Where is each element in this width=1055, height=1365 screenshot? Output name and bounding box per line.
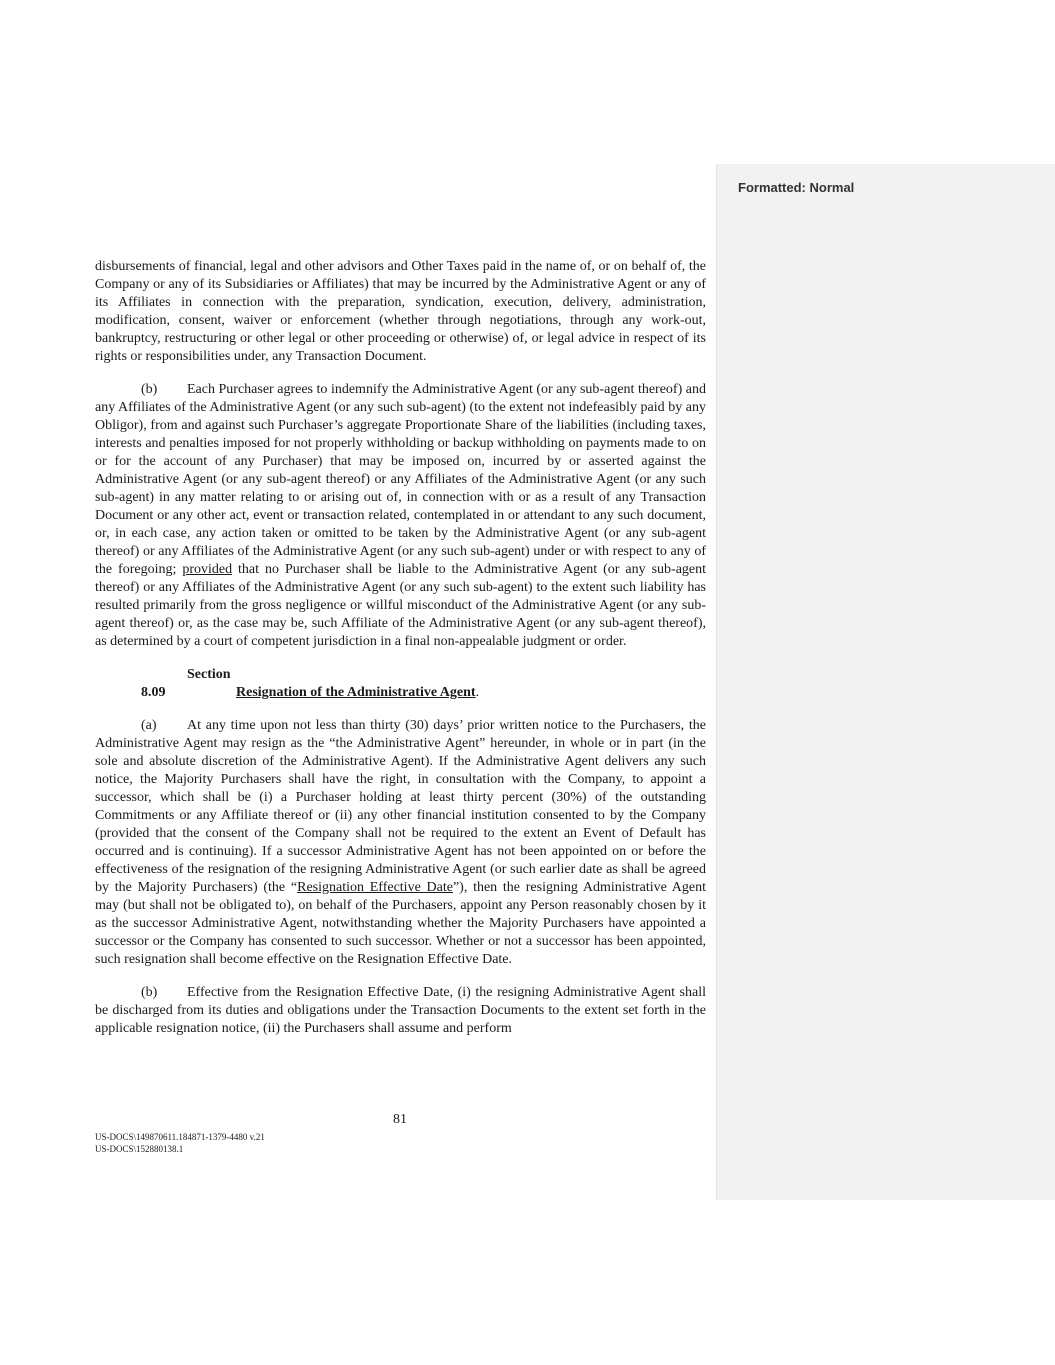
footer-doc-id-1: US-DOCS\149870611.184871-1379-4480 v.21 bbox=[95, 1132, 265, 1142]
paragraph-label: (b) bbox=[141, 985, 158, 1000]
comment-heading: Formatted: Normal bbox=[738, 180, 855, 195]
paragraph-text: Each Purchaser agrees to indemnify the Administrative Agent (or any sub-agent thereof) and any Affiliates of the Administrative Agent (or any such sub-agent) (to the extent not indefeasibly paid by any Obligor), from and against such Purchaser’s aggregate Proportionate Share of the liabilities (including taxes, interests and penalties imposed for not properly withholding or backup withholding on payments made to on or for the account of any Purchaser) that may be imposed on, incurred by or asserted against the Administrative Agent (or any sub-agent thereof) or any Affiliates of the Administrative Agent (or any such sub-agent) in any matter relating to or arising out of, in connection with or as a result of any Transaction Document or any other act, event or transaction related, contemplated in or attendant to any such document, or, in each case, any action taken or omitted to be taken by the Administrative Agent (or any sub-agent thereof) or any Affiliates of the Administrative Agent (or any such sub-agent) under or with respect to any of the foregoing; bbox=[95, 382, 706, 577]
page-number: 81 bbox=[393, 1112, 407, 1127]
paragraph-continued: disbursements of financial, legal and other advisors and Other Taxes paid in the name of, or on behalf of, the Company or any of its Subsidiaries or Affiliates) that may be incurred by the Administrative Agent or any of its Affiliates in connection with the preparation, syndication, execution, delivery, administration, modification, consent, waiver or enforcement (whether through negotiations, through any work-out, bankruptcy, restructuring or other legal or other proceeding or otherwise) of, or legal advice in respect of its rights or responsibilities under, any Transaction Document. bbox=[95, 259, 706, 364]
underlined-term: provided bbox=[182, 562, 233, 577]
paragraph-a-resignation bbox=[95, 717, 706, 969]
paragraph-text: Effective from the Resignation Effective Date, (i) the resigning Administrative Agent shall be discharged from its duties and obligations under the Transaction Documents to the extent set forth in the applicable resignation notice, (ii) the Purchasers shall assume and perform bbox=[95, 985, 706, 1036]
paragraph-label: (b) bbox=[141, 382, 158, 397]
paragraph-text: ”), then the resigning Administrative Agent may (but shall not be obligated to), on behalf of the Purchasers, appoint any Person reasonably chosen by it as the successor Administrative Agent, notwithstanding whether the Majority Purchasers have appointed a successor or the Company has consented to such successor. Whether or not a successor has been appointed, such resignation shall become effective on the Resignation Effective Date. bbox=[95, 880, 707, 967]
paragraph-text: At any time upon not less than thirty (30) days’ prior written notice to the Purchasers, the Administrative Agent may resign as the “the Administrative Agent” hereunder, in whole or in part (in the sole and absolute discretion of the Administrative Agent). If the Administrative Agent delivers any such notice, the Majority Purchasers shall have the right, in consultation with the Company, to appoint a successor, which shall be (i) a Purchaser holding at least thirty percent (30%) of the outstanding Commitments or any Affiliate thereof or (ii) any other financial institution consented to by the Company (provided that the consent of the Company shall not be required to the extent an Event of Default has occurred and is continuing). If a successor Administrative Agent has not been appointed on or before the effectiveness of the resignation of the resigning Administrative Agent (or such earlier date as shall be agreed by the Majority Purchasers) (the “ bbox=[95, 718, 706, 895]
paragraph-label: (a) bbox=[141, 718, 157, 733]
comment-pane bbox=[716, 164, 1055, 1200]
paragraph-b-indemnify bbox=[95, 381, 706, 651]
section-heading bbox=[95, 666, 706, 702]
section-number: Section 8.09 bbox=[141, 667, 231, 700]
underlined-term: Resignation Effective Date bbox=[297, 880, 453, 895]
paragraph-text: that no Purchaser shall be liable to the Administrative Agent (or any sub-agent thereof) or any Affiliates of the Administrative Agent (or any such sub-agent) to the extent such liability has resulted primarily from the gross negligence or willful misconduct of the Administrative Agent (or any sub-agent thereof) or, as the case may be, such Affiliate of the Administrative Agent (or any sub-agent thereof), as determined by a court of competent jurisdiction in a final non-appealable judgment or order. bbox=[95, 562, 707, 649]
footer-doc-id-2: US-DOCS\152880138.1 bbox=[95, 1144, 184, 1154]
document-footer bbox=[95, 1131, 265, 1155]
document-body bbox=[95, 258, 706, 1053]
section-title-period: . bbox=[475, 685, 480, 700]
section-title: Resignation of the Administrative Agent bbox=[236, 685, 476, 700]
paragraph-b-effective bbox=[95, 984, 706, 1038]
